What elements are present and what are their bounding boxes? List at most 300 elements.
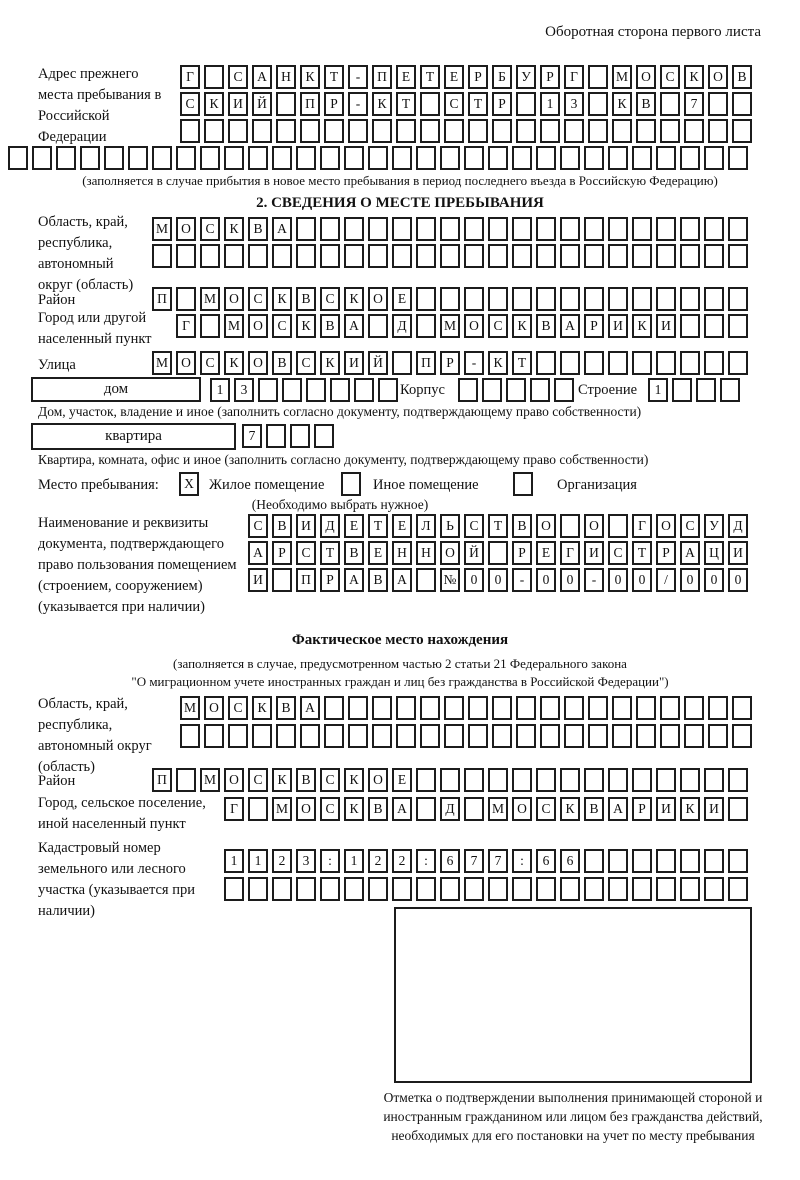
char-cell[interactable] [204,724,224,748]
char-cell[interactable] [348,696,368,720]
char-cell[interactable] [732,696,752,720]
char-cell[interactable]: 0 [608,568,628,592]
char-cell[interactable] [482,378,502,402]
char-cell[interactable] [272,146,292,170]
char-cell[interactable] [728,849,748,873]
char-cell[interactable]: Т [368,514,388,538]
char-cell[interactable]: К [684,65,704,89]
char-cell[interactable] [104,146,124,170]
char-cell[interactable] [506,378,526,402]
char-cell[interactable]: В [732,65,752,89]
char-cell[interactable] [554,378,574,402]
char-cell[interactable]: В [296,768,316,792]
char-cell[interactable]: 1 [648,378,668,402]
char-cell[interactable]: В [536,314,556,338]
char-cell[interactable] [704,146,724,170]
char-cell[interactable]: К [300,65,320,89]
char-cell[interactable]: О [636,65,656,89]
document-row-2[interactable] [248,541,748,565]
char-cell[interactable] [368,244,388,268]
char-cell[interactable] [728,287,748,311]
char-cell[interactable]: У [516,65,536,89]
char-cell[interactable]: К [372,92,392,116]
char-cell[interactable]: К [224,217,244,241]
char-cell[interactable] [176,244,196,268]
char-cell[interactable]: Е [392,514,412,538]
char-cell[interactable] [464,287,484,311]
char-cell[interactable] [444,724,464,748]
char-cell[interactable] [728,877,748,901]
char-cell[interactable]: 0 [704,568,724,592]
char-cell[interactable] [204,65,224,89]
char-cell[interactable] [516,724,536,748]
char-cell[interactable] [728,244,748,268]
char-cell[interactable]: Р [584,314,604,338]
char-cell[interactable]: Т [396,92,416,116]
char-cell[interactable]: И [584,541,604,565]
char-cell[interactable]: М [272,797,292,821]
street-row[interactable] [152,351,748,375]
char-cell[interactable] [636,696,656,720]
char-cell[interactable] [276,119,296,143]
char-cell[interactable]: 0 [728,568,748,592]
char-cell[interactable]: Т [488,514,508,538]
char-cell[interactable]: Р [440,351,460,375]
char-cell[interactable]: Е [392,768,412,792]
char-cell[interactable]: О [224,768,244,792]
char-cell[interactable]: С [608,541,628,565]
char-cell[interactable]: С [320,797,340,821]
char-cell[interactable] [680,287,700,311]
char-cell[interactable] [708,724,728,748]
char-cell[interactable]: 3 [296,849,316,873]
char-cell[interactable] [252,724,272,748]
char-cell[interactable] [416,287,436,311]
char-cell[interactable]: И [248,568,268,592]
char-cell[interactable]: М [200,768,220,792]
char-cell[interactable]: А [608,797,628,821]
stay-type-checkbox-organization[interactable] [513,472,533,496]
char-cell[interactable] [444,119,464,143]
char-cell[interactable] [680,877,700,901]
char-cell[interactable] [560,877,580,901]
char-cell[interactable]: П [416,351,436,375]
document-row-3[interactable] [248,568,748,592]
char-cell[interactable]: К [252,696,272,720]
char-cell[interactable]: О [204,696,224,720]
char-cell[interactable]: 2 [368,849,388,873]
char-cell[interactable]: С [296,351,316,375]
char-cell[interactable]: С [660,65,680,89]
char-cell[interactable] [368,146,388,170]
char-cell[interactable] [708,119,728,143]
char-cell[interactable]: Г [176,314,196,338]
char-cell[interactable] [324,119,344,143]
char-cell[interactable] [536,351,556,375]
char-cell[interactable] [656,351,676,375]
char-cell[interactable] [440,146,460,170]
char-cell[interactable] [320,146,340,170]
char-cell[interactable] [656,146,676,170]
char-cell[interactable] [588,724,608,748]
char-cell[interactable] [392,351,412,375]
char-cell[interactable] [684,119,704,143]
char-cell[interactable]: - [464,351,484,375]
char-cell[interactable]: К [560,797,580,821]
char-cell[interactable] [704,244,724,268]
char-cell[interactable] [564,724,584,748]
char-cell[interactable]: И [344,351,364,375]
char-cell[interactable]: С [272,314,292,338]
char-cell[interactable]: Й [464,541,484,565]
char-cell[interactable] [458,378,478,402]
char-cell[interactable] [296,217,316,241]
char-cell[interactable]: И [656,314,676,338]
char-cell[interactable] [636,724,656,748]
char-cell[interactable] [314,424,334,448]
char-cell[interactable]: В [344,541,364,565]
char-cell[interactable] [608,146,628,170]
char-cell[interactable] [272,244,292,268]
char-cell[interactable]: И [704,797,724,821]
char-cell[interactable]: Г [180,65,200,89]
char-cell[interactable] [516,696,536,720]
char-cell[interactable] [492,119,512,143]
char-cell[interactable]: В [248,217,268,241]
char-cell[interactable] [584,849,604,873]
char-cell[interactable] [276,92,296,116]
char-cell[interactable] [368,217,388,241]
char-cell[interactable] [608,514,628,538]
char-cell[interactable] [488,146,508,170]
char-cell[interactable]: О [176,351,196,375]
char-cell[interactable]: Р [324,92,344,116]
char-cell[interactable]: В [368,568,388,592]
char-cell[interactable] [416,217,436,241]
char-cell[interactable]: К [320,351,340,375]
char-cell[interactable] [330,378,350,402]
char-cell[interactable]: В [272,514,292,538]
char-cell[interactable] [468,119,488,143]
char-cell[interactable]: 7 [684,92,704,116]
char-cell[interactable]: 7 [464,849,484,873]
char-cell[interactable] [584,351,604,375]
char-cell[interactable] [272,877,292,901]
apartment-row[interactable] [242,424,334,448]
fact-city-row[interactable] [224,797,748,821]
char-cell[interactable] [636,119,656,143]
char-cell[interactable] [464,768,484,792]
char-cell[interactable]: В [636,92,656,116]
char-cell[interactable]: В [584,797,604,821]
char-cell[interactable]: Е [392,287,412,311]
char-cell[interactable] [680,351,700,375]
char-cell[interactable] [492,724,512,748]
char-cell[interactable]: С [228,696,248,720]
char-cell[interactable]: : [320,849,340,873]
char-cell[interactable] [488,877,508,901]
char-cell[interactable] [656,849,676,873]
stroenie-row[interactable] [648,378,740,402]
char-cell[interactable] [704,314,724,338]
char-cell[interactable] [608,287,628,311]
char-cell[interactable]: X [179,472,199,496]
char-cell[interactable]: Г [564,65,584,89]
prev-address-row-2[interactable] [180,92,752,116]
char-cell[interactable]: 0 [488,568,508,592]
char-cell[interactable] [224,877,244,901]
char-cell[interactable]: С [488,314,508,338]
char-cell[interactable]: С [228,65,248,89]
char-cell[interactable] [396,119,416,143]
char-cell[interactable] [584,244,604,268]
char-cell[interactable]: И [296,514,316,538]
char-cell[interactable] [416,877,436,901]
apartment-box[interactable]: квартира [31,423,236,450]
char-cell[interactable]: С [248,287,268,311]
char-cell[interactable]: М [152,217,172,241]
char-cell[interactable] [680,849,700,873]
char-cell[interactable] [672,378,692,402]
char-cell[interactable] [444,696,464,720]
char-cell[interactable] [372,724,392,748]
fact-region-row-1[interactable] [180,696,752,720]
char-cell[interactable] [200,146,220,170]
char-cell[interactable]: М [224,314,244,338]
char-cell[interactable] [704,217,724,241]
char-cell[interactable] [512,244,532,268]
char-cell[interactable] [728,314,748,338]
char-cell[interactable] [680,768,700,792]
char-cell[interactable]: Е [368,541,388,565]
char-cell[interactable]: С [248,514,268,538]
char-cell[interactable]: В [320,314,340,338]
char-cell[interactable]: И [656,797,676,821]
char-cell[interactable] [344,244,364,268]
char-cell[interactable]: А [392,568,412,592]
char-cell[interactable] [488,244,508,268]
char-cell[interactable] [248,877,268,901]
char-cell[interactable] [416,314,436,338]
char-cell[interactable]: С [248,768,268,792]
char-cell[interactable] [660,92,680,116]
char-cell[interactable] [368,314,388,338]
char-cell[interactable]: А [344,314,364,338]
char-cell[interactable] [720,378,740,402]
char-cell[interactable]: М [200,287,220,311]
char-cell[interactable] [564,119,584,143]
char-cell[interactable] [608,768,628,792]
char-cell[interactable] [344,877,364,901]
char-cell[interactable]: А [680,541,700,565]
char-cell[interactable] [584,287,604,311]
char-cell[interactable] [464,244,484,268]
char-cell[interactable] [536,877,556,901]
char-cell[interactable]: 3 [234,378,254,402]
char-cell[interactable] [392,217,412,241]
char-cell[interactable]: М [440,314,460,338]
char-cell[interactable]: Р [512,541,532,565]
char-cell[interactable] [512,146,532,170]
char-cell[interactable] [516,119,536,143]
char-cell[interactable]: К [512,314,532,338]
char-cell[interactable]: С [444,92,464,116]
char-cell[interactable] [300,724,320,748]
char-cell[interactable] [608,244,628,268]
char-cell[interactable]: 0 [560,568,580,592]
char-cell[interactable] [276,724,296,748]
char-cell[interactable] [732,724,752,748]
korpus-row[interactable] [458,378,574,402]
char-cell[interactable]: - [584,568,604,592]
char-cell[interactable] [512,768,532,792]
char-cell[interactable]: О [512,797,532,821]
char-cell[interactable] [348,119,368,143]
char-cell[interactable] [420,92,440,116]
char-cell[interactable]: С [464,514,484,538]
char-cell[interactable]: А [560,314,580,338]
char-cell[interactable]: Н [392,541,412,565]
char-cell[interactable] [584,768,604,792]
char-cell[interactable]: О [536,514,556,538]
char-cell[interactable] [656,244,676,268]
char-cell[interactable]: Р [540,65,560,89]
char-cell[interactable]: 1 [224,849,244,873]
char-cell[interactable] [584,217,604,241]
char-cell[interactable]: А [392,797,412,821]
char-cell[interactable] [632,849,652,873]
char-cell[interactable]: О [176,217,196,241]
char-cell[interactable] [180,724,200,748]
char-cell[interactable]: Р [492,92,512,116]
char-cell[interactable]: Р [468,65,488,89]
char-cell[interactable]: Л [416,514,436,538]
char-cell[interactable] [656,217,676,241]
char-cell[interactable]: О [296,797,316,821]
char-cell[interactable]: Т [468,92,488,116]
char-cell[interactable]: Д [392,314,412,338]
char-cell[interactable] [608,217,628,241]
char-cell[interactable]: С [536,797,556,821]
char-cell[interactable]: И [228,92,248,116]
char-cell[interactable] [708,92,728,116]
char-cell[interactable] [632,351,652,375]
char-cell[interactable]: 1 [344,849,364,873]
char-cell[interactable]: 1 [248,849,268,873]
char-cell[interactable] [396,696,416,720]
char-cell[interactable]: - [512,568,532,592]
char-cell[interactable] [536,244,556,268]
char-cell[interactable] [344,217,364,241]
char-cell[interactable] [224,146,244,170]
char-cell[interactable]: Е [536,541,556,565]
char-cell[interactable]: И [608,314,628,338]
char-cell[interactable] [656,877,676,901]
char-cell[interactable] [584,877,604,901]
city-row[interactable] [176,314,748,338]
char-cell[interactable] [344,146,364,170]
char-cell[interactable]: 1 [540,92,560,116]
char-cell[interactable] [704,877,724,901]
char-cell[interactable] [608,351,628,375]
char-cell[interactable] [540,119,560,143]
char-cell[interactable]: Ц [704,541,724,565]
char-cell[interactable] [608,877,628,901]
char-cell[interactable] [248,146,268,170]
char-cell[interactable] [632,217,652,241]
char-cell[interactable]: Д [728,514,748,538]
char-cell[interactable]: О [368,768,388,792]
char-cell[interactable]: Е [344,514,364,538]
char-cell[interactable] [584,146,604,170]
char-cell[interactable] [704,849,724,873]
char-cell[interactable]: 7 [242,424,262,448]
char-cell[interactable] [536,217,556,241]
char-cell[interactable] [420,724,440,748]
char-cell[interactable] [516,92,536,116]
char-cell[interactable] [440,287,460,311]
char-cell[interactable] [728,217,748,241]
char-cell[interactable] [660,119,680,143]
char-cell[interactable] [320,244,340,268]
char-cell[interactable]: 1 [210,378,230,402]
char-cell[interactable] [560,287,580,311]
char-cell[interactable] [176,768,196,792]
char-cell[interactable] [392,877,412,901]
prev-address-row-1[interactable] [180,65,752,89]
char-cell[interactable] [180,119,200,143]
char-cell[interactable] [416,568,436,592]
char-cell[interactable]: П [152,768,172,792]
char-cell[interactable]: М [180,696,200,720]
char-cell[interactable]: К [344,797,364,821]
char-cell[interactable]: 0 [464,568,484,592]
char-cell[interactable] [464,146,484,170]
char-cell[interactable]: К [272,287,292,311]
char-cell[interactable]: О [584,514,604,538]
char-cell[interactable] [272,568,292,592]
char-cell[interactable] [696,378,716,402]
char-cell[interactable] [632,244,652,268]
char-cell[interactable] [608,849,628,873]
char-cell[interactable]: Т [420,65,440,89]
char-cell[interactable] [512,287,532,311]
char-cell[interactable]: - [348,65,368,89]
char-cell[interactable] [492,696,512,720]
char-cell[interactable]: К [296,314,316,338]
char-cell[interactable]: К [204,92,224,116]
char-cell[interactable]: К [224,351,244,375]
char-cell[interactable]: Ь [440,514,460,538]
char-cell[interactable]: М [152,351,172,375]
char-cell[interactable]: А [248,541,268,565]
char-cell[interactable]: А [272,217,292,241]
char-cell[interactable]: Р [656,541,676,565]
char-cell[interactable] [488,217,508,241]
char-cell[interactable]: К [612,92,632,116]
char-cell[interactable]: 2 [272,849,292,873]
char-cell[interactable] [708,696,728,720]
char-cell[interactable] [464,217,484,241]
char-cell[interactable] [560,351,580,375]
char-cell[interactable] [320,877,340,901]
char-cell[interactable] [324,696,344,720]
char-cell[interactable] [440,877,460,901]
char-cell[interactable]: П [372,65,392,89]
char-cell[interactable] [32,146,52,170]
stay-type-checkbox-other-premises[interactable] [341,472,361,496]
char-cell[interactable] [306,378,326,402]
